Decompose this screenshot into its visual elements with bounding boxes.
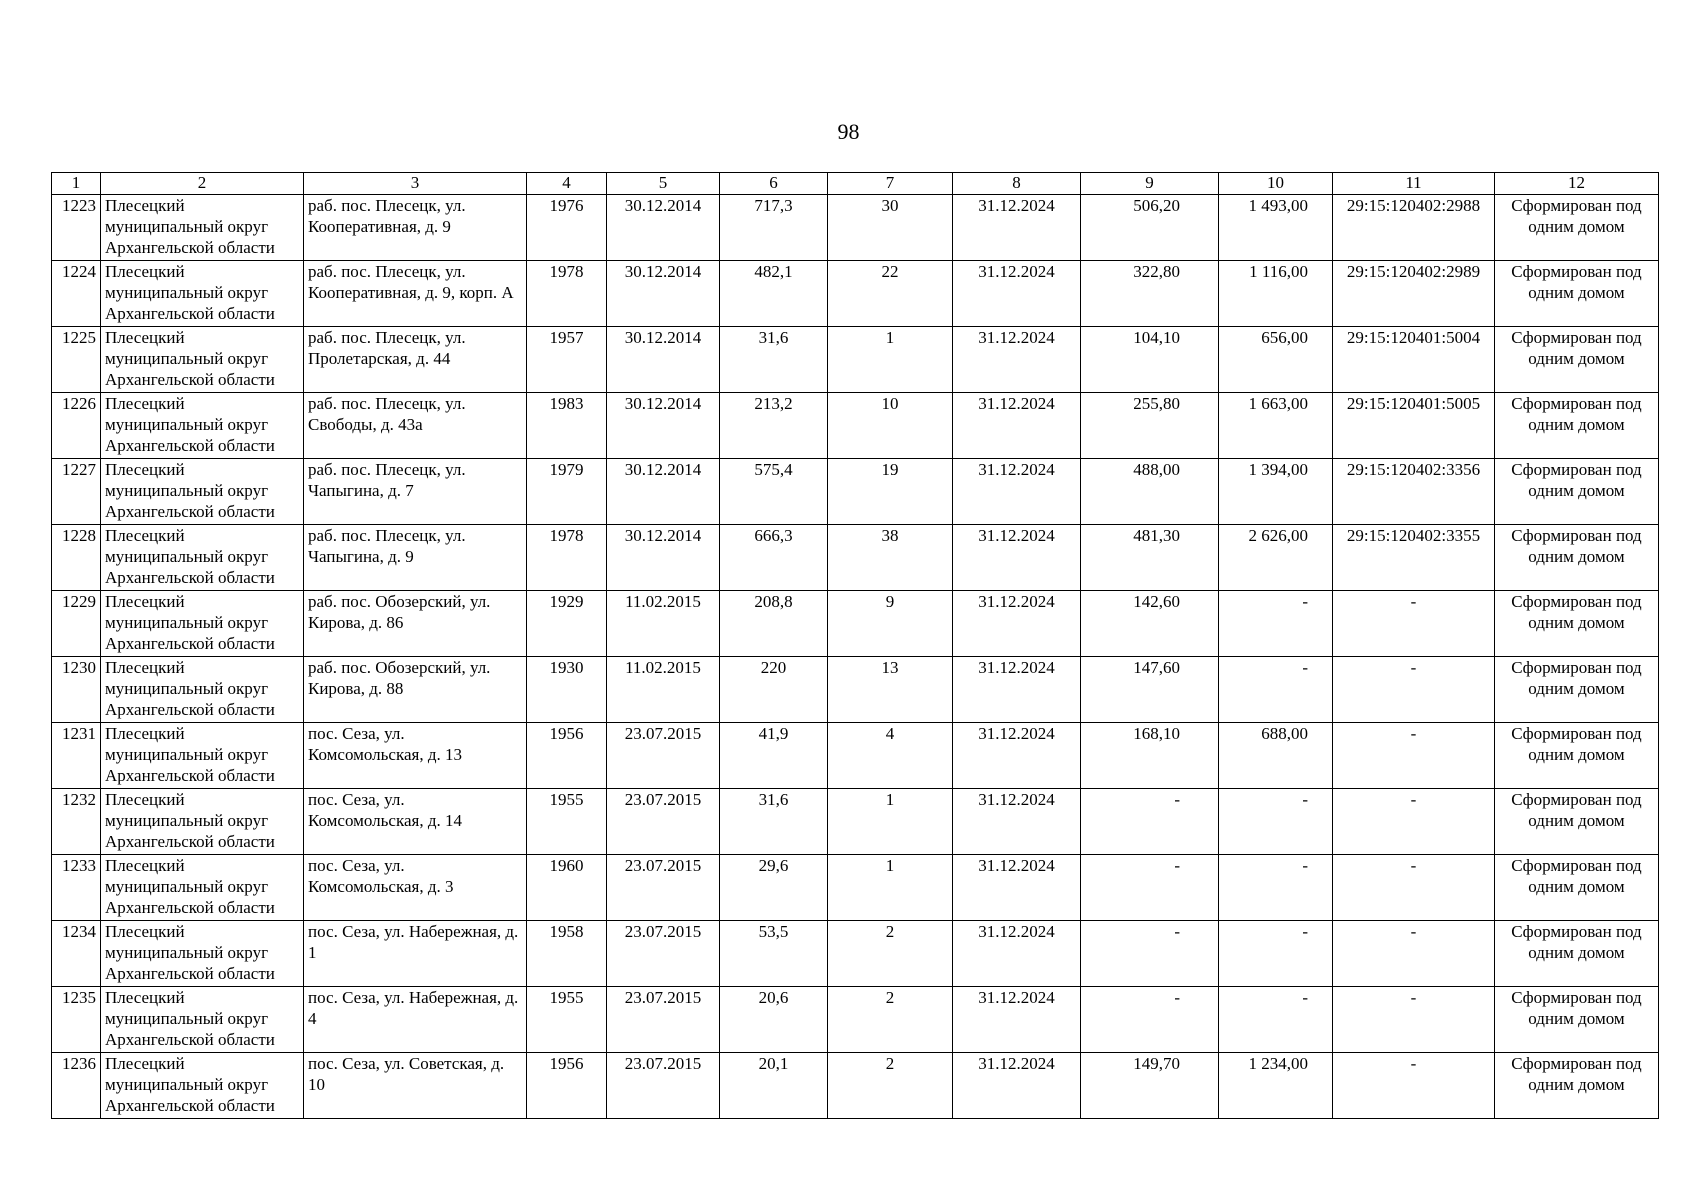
table-row: [52, 195, 1659, 261]
cell-date: 30.12.2014: [607, 195, 720, 261]
cell-row-number: 1223: [52, 195, 101, 261]
cell-status: Сформирован под одним домом: [1495, 723, 1659, 789]
cell-status: Сформирован под одним домом: [1495, 525, 1659, 591]
cell-date: 23.07.2015: [607, 1053, 720, 1119]
cell-status: Сформирован под одним домом: [1495, 921, 1659, 987]
cell-count: 1: [828, 789, 953, 855]
table-row: [52, 921, 1659, 987]
cell-municipality: Плесецкий муниципальный округ Архангельской области: [101, 393, 304, 459]
table-row: [52, 327, 1659, 393]
column-header: 1: [52, 173, 101, 195]
cell-value-10: 1 116,00: [1219, 261, 1333, 327]
table-header: [52, 173, 1659, 195]
cell-value-9: 322,80: [1081, 261, 1219, 327]
cell-cadastral-number: -: [1333, 789, 1495, 855]
cell-row-number: 1226: [52, 393, 101, 459]
cell-date-2: 31.12.2024: [953, 195, 1081, 261]
cell-status: Сформирован под одним домом: [1495, 855, 1659, 921]
cell-row-number: 1229: [52, 591, 101, 657]
cell-status: Сформирован под одним домом: [1495, 657, 1659, 723]
cell-value-10: 1 663,00: [1219, 393, 1333, 459]
page-number: 98: [837, 119, 860, 144]
cell-year: 1960: [527, 855, 607, 921]
cell-address: раб. пос. Плесецк, ул. Чапыгина, д. 9: [304, 525, 527, 591]
cell-address: пос. Сеза, ул. Комсомольская, д. 14: [304, 789, 527, 855]
cell-area: 482,1: [720, 261, 828, 327]
cell-area: 41,9: [720, 723, 828, 789]
cell-area: 213,2: [720, 393, 828, 459]
cell-row-number: 1232: [52, 789, 101, 855]
cell-date: 11.02.2015: [607, 657, 720, 723]
cell-address: раб. пос. Плесецк, ул. Свободы, д. 43а: [304, 393, 527, 459]
cell-cadastral-number: -: [1333, 987, 1495, 1053]
cell-area: 220: [720, 657, 828, 723]
cell-cadastral-number: 29:15:120401:5004: [1333, 327, 1495, 393]
cell-value-9: -: [1081, 987, 1219, 1053]
cell-row-number: 1230: [52, 657, 101, 723]
cell-cadastral-number: -: [1333, 657, 1495, 723]
cell-date-2: 31.12.2024: [953, 327, 1081, 393]
cell-value-9: 147,60: [1081, 657, 1219, 723]
cell-date-2: 31.12.2024: [953, 1053, 1081, 1119]
cell-count: 30: [828, 195, 953, 261]
cell-date: 23.07.2015: [607, 987, 720, 1053]
cell-year: 1979: [527, 459, 607, 525]
cell-address: пос. Сеза, ул. Советская, д. 10: [304, 1053, 527, 1119]
cell-value-9: 488,00: [1081, 459, 1219, 525]
cell-address: пос. Сеза, ул. Набережная, д. 4: [304, 987, 527, 1053]
cell-row-number: 1234: [52, 921, 101, 987]
table-row: [52, 591, 1659, 657]
cell-date-2: 31.12.2024: [953, 921, 1081, 987]
column-header: 10: [1219, 173, 1333, 195]
column-header: 9: [1081, 173, 1219, 195]
cell-year: 1956: [527, 1053, 607, 1119]
table-row: [52, 657, 1659, 723]
cell-date: 23.07.2015: [607, 723, 720, 789]
cell-address: пос. Сеза, ул. Комсомольская, д. 13: [304, 723, 527, 789]
cell-area: 575,4: [720, 459, 828, 525]
table-row: [52, 525, 1659, 591]
cell-municipality: Плесецкий муниципальный округ Архангельской области: [101, 657, 304, 723]
cell-municipality: Плесецкий муниципальный округ Архангельской области: [101, 855, 304, 921]
cell-value-10: 1 234,00: [1219, 1053, 1333, 1119]
cell-year: 1955: [527, 789, 607, 855]
cell-cadastral-number: -: [1333, 591, 1495, 657]
cell-year: 1976: [527, 195, 607, 261]
cell-year: 1978: [527, 261, 607, 327]
table-body: [52, 195, 1659, 1119]
column-header: 4: [527, 173, 607, 195]
column-header: 8: [953, 173, 1081, 195]
cell-value-10: -: [1219, 987, 1333, 1053]
cell-address: пос. Сеза, ул. Комсомольская, д. 3: [304, 855, 527, 921]
cell-area: 717,3: [720, 195, 828, 261]
cell-row-number: 1225: [52, 327, 101, 393]
cell-year: 1956: [527, 723, 607, 789]
cell-value-9: 168,10: [1081, 723, 1219, 789]
cell-date: 23.07.2015: [607, 921, 720, 987]
cell-area: 29,6: [720, 855, 828, 921]
cell-value-9: 104,10: [1081, 327, 1219, 393]
cell-value-10: 1 493,00: [1219, 195, 1333, 261]
cell-municipality: Плесецкий муниципальный округ Архангельской области: [101, 591, 304, 657]
cell-date: 11.02.2015: [607, 591, 720, 657]
cell-date: 30.12.2014: [607, 525, 720, 591]
cell-municipality: Плесецкий муниципальный округ Архангельской области: [101, 261, 304, 327]
cell-date-2: 31.12.2024: [953, 393, 1081, 459]
cell-year: 1978: [527, 525, 607, 591]
cell-year: 1955: [527, 987, 607, 1053]
cell-value-10: -: [1219, 921, 1333, 987]
column-header: 3: [304, 173, 527, 195]
cell-value-9: 255,80: [1081, 393, 1219, 459]
cell-value-9: 481,30: [1081, 525, 1219, 591]
cell-date-2: 31.12.2024: [953, 591, 1081, 657]
cell-cadastral-number: -: [1333, 1053, 1495, 1119]
column-header: 6: [720, 173, 828, 195]
cell-address: раб. пос. Обозерский, ул. Кирова, д. 86: [304, 591, 527, 657]
cell-cadastral-number: 29:15:120402:2988: [1333, 195, 1495, 261]
cell-date-2: 31.12.2024: [953, 459, 1081, 525]
cell-row-number: 1227: [52, 459, 101, 525]
cell-count: 2: [828, 921, 953, 987]
cell-cadastral-number: 29:15:120402:2989: [1333, 261, 1495, 327]
cell-area: 31,6: [720, 789, 828, 855]
cell-value-10: 656,00: [1219, 327, 1333, 393]
cell-cadastral-number: 29:15:120401:5005: [1333, 393, 1495, 459]
cell-year: 1983: [527, 393, 607, 459]
cell-municipality: Плесецкий муниципальный округ Архангельской области: [101, 195, 304, 261]
cell-count: 4: [828, 723, 953, 789]
cell-count: 22: [828, 261, 953, 327]
cell-cadastral-number: 29:15:120402:3356: [1333, 459, 1495, 525]
cell-count: 9: [828, 591, 953, 657]
cell-status: Сформирован под одним домом: [1495, 1053, 1659, 1119]
cell-status: Сформирован под одним домом: [1495, 459, 1659, 525]
cell-count: 2: [828, 987, 953, 1053]
cell-value-10: 1 394,00: [1219, 459, 1333, 525]
column-header: 11: [1333, 173, 1495, 195]
cell-area: 666,3: [720, 525, 828, 591]
cell-year: 1929: [527, 591, 607, 657]
cell-value-9: -: [1081, 789, 1219, 855]
cell-year: 1957: [527, 327, 607, 393]
cell-address: раб. пос. Плесецк, ул. Пролетарская, д. 44: [304, 327, 527, 393]
cell-area: 53,5: [720, 921, 828, 987]
cell-date-2: 31.12.2024: [953, 987, 1081, 1053]
cell-status: Сформирован под одним домом: [1495, 327, 1659, 393]
cell-count: 38: [828, 525, 953, 591]
cell-area: 31,6: [720, 327, 828, 393]
cell-date: 23.07.2015: [607, 789, 720, 855]
cell-row-number: 1236: [52, 1053, 101, 1119]
cell-status: Сформирован под одним домом: [1495, 987, 1659, 1053]
cell-value-10: -: [1219, 789, 1333, 855]
cell-date-2: 31.12.2024: [953, 657, 1081, 723]
cell-address: раб. пос. Обозерский, ул. Кирова, д. 88: [304, 657, 527, 723]
cell-date: 30.12.2014: [607, 459, 720, 525]
cell-value-9: -: [1081, 855, 1219, 921]
cell-count: 1: [828, 855, 953, 921]
cell-value-9: 506,20: [1081, 195, 1219, 261]
table-row: [52, 855, 1659, 921]
column-header: 12: [1495, 173, 1659, 195]
cell-municipality: Плесецкий муниципальный округ Архангельской области: [101, 327, 304, 393]
cell-cadastral-number: -: [1333, 921, 1495, 987]
cell-area: 20,6: [720, 987, 828, 1053]
cell-date: 30.12.2014: [607, 393, 720, 459]
column-header: 2: [101, 173, 304, 195]
cell-count: 19: [828, 459, 953, 525]
cell-row-number: 1231: [52, 723, 101, 789]
cell-date-2: 31.12.2024: [953, 723, 1081, 789]
cell-value-9: -: [1081, 921, 1219, 987]
cell-value-10: -: [1219, 591, 1333, 657]
cell-cadastral-number: 29:15:120402:3355: [1333, 525, 1495, 591]
cell-value-9: 149,70: [1081, 1053, 1219, 1119]
column-header: 7: [828, 173, 953, 195]
cell-value-10: -: [1219, 657, 1333, 723]
cell-count: 2: [828, 1053, 953, 1119]
cell-municipality: Плесецкий муниципальный округ Архангельской области: [101, 789, 304, 855]
cell-area: 208,8: [720, 591, 828, 657]
cell-municipality: Плесецкий муниципальный округ Архангельской области: [101, 459, 304, 525]
table-row: [52, 987, 1659, 1053]
cell-row-number: 1235: [52, 987, 101, 1053]
cell-date-2: 31.12.2024: [953, 855, 1081, 921]
table-row: [52, 393, 1659, 459]
cell-value-10: 688,00: [1219, 723, 1333, 789]
column-header: 5: [607, 173, 720, 195]
cell-municipality: Плесецкий муниципальный округ Архангельской области: [101, 1053, 304, 1119]
cell-municipality: Плесецкий муниципальный округ Архангельской области: [101, 723, 304, 789]
cell-address: пос. Сеза, ул. Набережная, д. 1: [304, 921, 527, 987]
registry-table: [51, 172, 1659, 1119]
cell-address: раб. пос. Плесецк, ул. Кооперативная, д. 9: [304, 195, 527, 261]
table-row: [52, 459, 1659, 525]
table-row: [52, 723, 1659, 789]
cell-count: 10: [828, 393, 953, 459]
cell-status: Сформирован под одним домом: [1495, 261, 1659, 327]
cell-row-number: 1228: [52, 525, 101, 591]
cell-address: раб. пос. Плесецк, ул. Чапыгина, д. 7: [304, 459, 527, 525]
cell-municipality: Плесецкий муниципальный округ Архангельской области: [101, 525, 304, 591]
table-row: [52, 789, 1659, 855]
cell-municipality: Плесецкий муниципальный округ Архангельской области: [101, 921, 304, 987]
cell-row-number: 1233: [52, 855, 101, 921]
cell-status: Сформирован под одним домом: [1495, 195, 1659, 261]
cell-value-10: -: [1219, 855, 1333, 921]
cell-date: 30.12.2014: [607, 261, 720, 327]
cell-cadastral-number: -: [1333, 723, 1495, 789]
cell-area: 20,1: [720, 1053, 828, 1119]
header-row: [52, 173, 1659, 195]
cell-date-2: 31.12.2024: [953, 261, 1081, 327]
cell-count: 13: [828, 657, 953, 723]
table-row: [52, 261, 1659, 327]
cell-status: Сформирован под одним домом: [1495, 591, 1659, 657]
table-row: [52, 1053, 1659, 1119]
cell-status: Сформирован под одним домом: [1495, 789, 1659, 855]
cell-municipality: Плесецкий муниципальный округ Архангельской области: [101, 987, 304, 1053]
cell-date-2: 31.12.2024: [953, 789, 1081, 855]
cell-value-10: 2 626,00: [1219, 525, 1333, 591]
cell-value-9: 142,60: [1081, 591, 1219, 657]
cell-count: 1: [828, 327, 953, 393]
cell-date-2: 31.12.2024: [953, 525, 1081, 591]
cell-year: 1958: [527, 921, 607, 987]
cell-year: 1930: [527, 657, 607, 723]
cell-row-number: 1224: [52, 261, 101, 327]
cell-cadastral-number: -: [1333, 855, 1495, 921]
cell-status: Сформирован под одним домом: [1495, 393, 1659, 459]
cell-address: раб. пос. Плесецк, ул. Кооперативная, д. 9, корп. А: [304, 261, 527, 327]
cell-date: 23.07.2015: [607, 855, 720, 921]
cell-date: 30.12.2014: [607, 327, 720, 393]
